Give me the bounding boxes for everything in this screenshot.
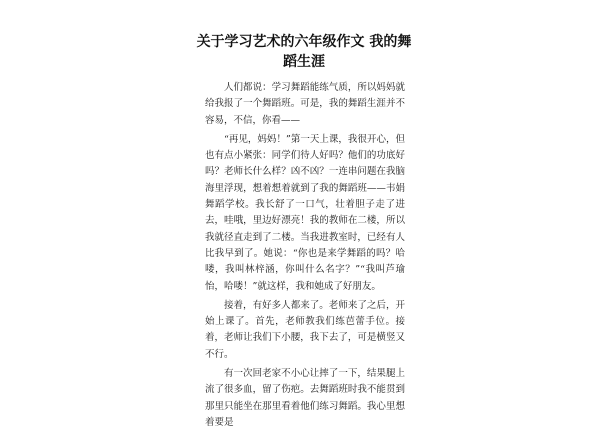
article-body	[205, 80, 405, 431]
document-title: 关于学习艺术的六年级作文 我的舞蹈生涯	[196, 34, 412, 70]
paragraph: 人们都说：学习舞蹈能练气质，所以妈妈就给我报了一个舞蹈班。可是，我的舞蹈生涯并不容易，不信，你看——	[205, 82, 405, 126]
paragraph: “再见，妈妈！”第一天上课，我很开心，但也有点小紧张：同学们待人好吗？他们的功底好吗？老师长什么样？凶不凶？一连串问题在我脑海里浮现，想着想着就到了我的舞蹈班——韦娟舞蹈学校。我长舒了一口气，壮着胆子走了进去，哇哦，里边好漂亮！我的教师在二楼，所以我就径直走到了二楼。当我进教室时，已经有人比我早到了。她说：“你也是来学舞蹈的吗？哈喽，我叫林梓涵，你叫什么名字？”“我叫芦瑜怡，哈喽！”就这样，我和她成了好朋友。	[205, 133, 405, 292]
paragraph: 接着，有好多人都来了。老师来了之后，开始上课了。首先，老师教我们练芭蕾手位。接着，老师让我们下小腰，我下去了，可是横竖又不行。	[205, 299, 405, 360]
paragraph: 有一次回老家不小心让摔了一下，结果腿上流了很多血，留了伤疤。去舞蹈班时我不能贯到那里只能坐在那里看着他们练习舞蹈。我心里想着要是	[205, 368, 405, 428]
